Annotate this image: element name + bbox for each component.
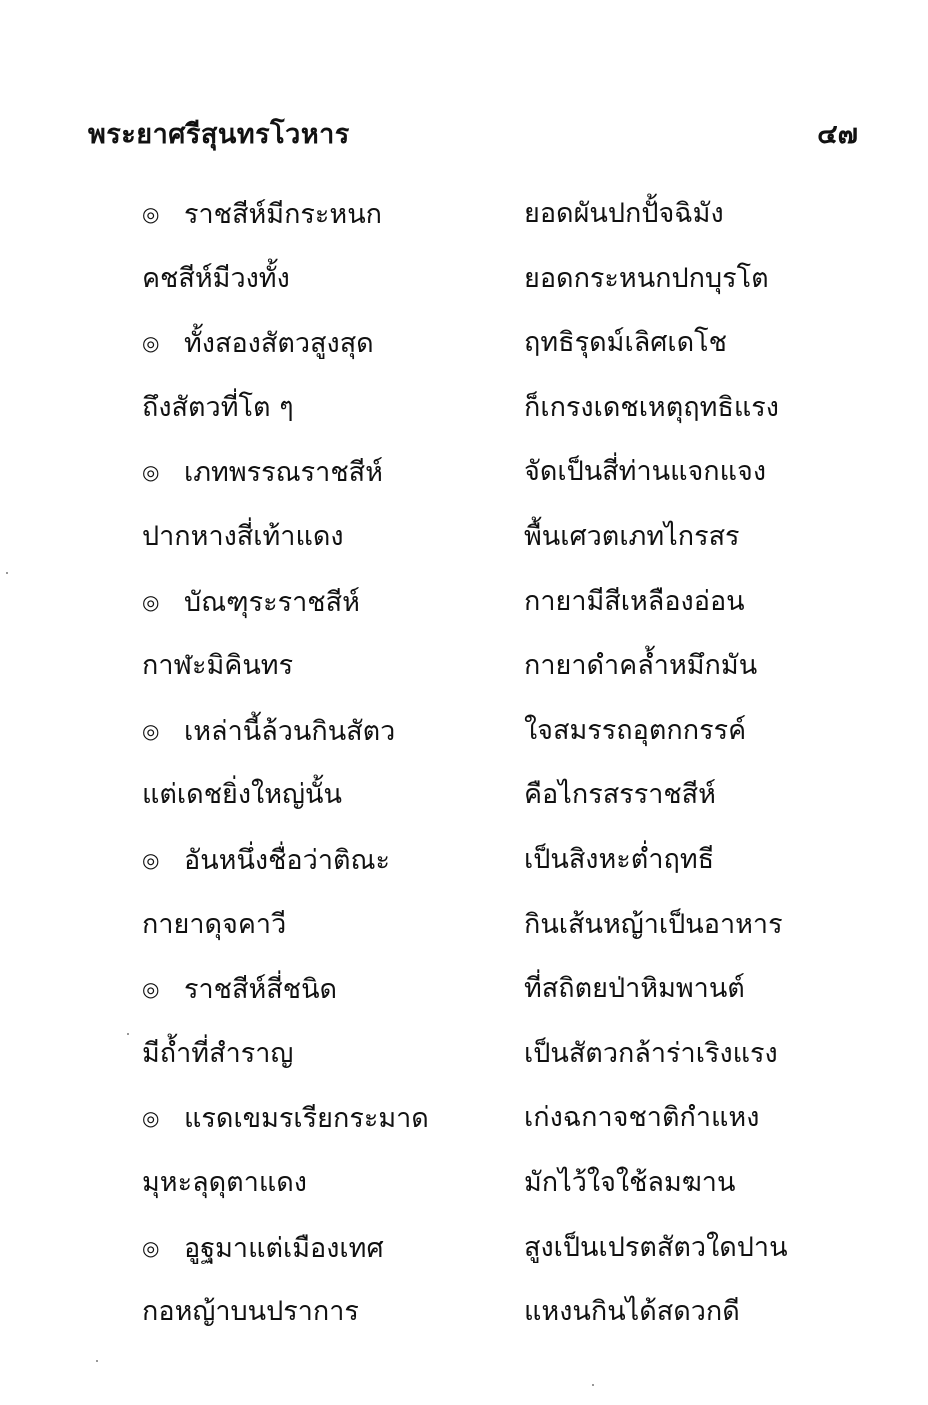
verse-left-line xyxy=(142,388,294,428)
page-title: พระยาศรีสุนทรโวหาร xyxy=(88,119,350,150)
verse-row xyxy=(142,832,842,897)
verse-right-line: กายาดำคล้ำหมึกมัน xyxy=(524,650,758,682)
verse-left-line xyxy=(142,775,342,815)
verse-left-text: กาฬะมิคินทร xyxy=(142,650,294,682)
verse-left-line xyxy=(142,1228,384,1269)
verse-row xyxy=(142,186,842,251)
verse-left-text: เหล่านี้ล้วนกินสัตว xyxy=(184,715,396,747)
verse-row xyxy=(142,897,842,962)
verse-right-line: เก่งฉกาจชาติกำแหง xyxy=(524,1102,760,1134)
verse-left-text: มีถ้ำที่สำราญ xyxy=(142,1037,294,1069)
verse-left-line xyxy=(142,840,390,881)
verse-left-line xyxy=(142,711,395,752)
stanza-marker-icon: ◎ xyxy=(142,1106,160,1131)
scan-speck xyxy=(592,1384,594,1386)
verse-right-line: กินเส้นหญ้าเป็นอาหาร xyxy=(524,908,783,940)
stanza-marker-icon: ◎ xyxy=(142,331,160,356)
verse-right-line: คือไกรสรราชสีห์ xyxy=(524,779,716,811)
verse-right-line: พื้นเศวตเภทไกรสร xyxy=(524,520,740,552)
verse-left-line xyxy=(142,452,383,493)
verse-row xyxy=(142,703,842,768)
verse-left-text: แต่เดชยิ่งใหญ่นั้น xyxy=(142,779,342,811)
scan-speck xyxy=(127,1033,129,1035)
stanza-marker-icon: ◎ xyxy=(142,977,160,1002)
verse-left-line xyxy=(142,1292,359,1332)
scan-speck xyxy=(6,572,8,574)
verse-left-text: อันหนึ่งชื่อว่าติณะ xyxy=(184,844,391,876)
stanza-marker-icon: ◎ xyxy=(142,589,160,614)
verse-right-line: แหงนกินได้สดวกดี xyxy=(524,1296,740,1328)
verse-row xyxy=(142,1155,842,1220)
verse-row xyxy=(142,1284,842,1349)
verse-right-line: เป็นสัตวกล้าร่าเริงแรง xyxy=(524,1037,778,1069)
verse-right-line: เป็นสิงหะต่ำฤทธี xyxy=(524,843,715,875)
verse-left-text: คชสีห์มีวงทั้ง xyxy=(142,262,290,294)
verse-left-text: ทั้งสองสัตวสูงสุด xyxy=(184,328,374,360)
page-number: ๔๗ xyxy=(817,119,858,150)
verse-row xyxy=(142,315,842,380)
verse-right-line: กายามีสีเหลืองอ่อน xyxy=(524,585,745,617)
verse-left-line xyxy=(142,517,344,557)
verse-right-line: ฤทธิรุดม์เลิศเดโช xyxy=(524,327,727,359)
verse-left-text: กอหญ้าบนปราการ xyxy=(142,1296,359,1328)
verse-row xyxy=(142,251,842,316)
scan-speck xyxy=(96,1360,98,1362)
verse-row xyxy=(142,444,842,509)
verse-left-text: แรดเขมรเรียกระมาด xyxy=(184,1103,429,1135)
stanza-marker-icon: ◎ xyxy=(142,202,160,226)
verse-left-line xyxy=(142,259,290,299)
verse-left-text: กายาดุจคาวี xyxy=(142,908,287,940)
verse-left-text: ราชสีห์สี่ชนิด xyxy=(184,974,338,1006)
stanza-marker-icon: ◎ xyxy=(142,460,160,485)
verse-left-text: ปากหางสี่เท้าแดง xyxy=(142,520,344,552)
verse-right-line: ที่สถิตยป่าหิมพานต์ xyxy=(524,973,745,1005)
verse-left-text: ราชสีห์มีกระหนก xyxy=(184,199,383,230)
verse-right-line: จัดเป็นสี่ท่านแจกแจง xyxy=(524,456,767,488)
verse-left-text: บัณฑุระราชสีห์ xyxy=(184,586,360,618)
verse-row xyxy=(142,380,842,445)
verse-left-line xyxy=(142,194,382,235)
verse-row xyxy=(142,767,842,832)
verse-left-line xyxy=(142,969,337,1010)
verse-left-line xyxy=(142,905,286,945)
verse-row xyxy=(142,574,842,639)
verse-left-line xyxy=(142,1098,429,1139)
verse-right-line: ยอดกระหนกปกบุรโต xyxy=(524,262,769,294)
verse-left-line xyxy=(142,646,293,686)
stanza-marker-icon: ◎ xyxy=(142,718,160,743)
verse-left-line xyxy=(142,1034,293,1074)
verse-right-line: ยอดผันปกปั้จฉิมัง xyxy=(524,198,724,229)
stanza-marker-icon: ◎ xyxy=(142,847,160,872)
verse-right-line: มักไว้ใจใช้ลมฆาน xyxy=(524,1166,736,1198)
verse-left-text: อูฐมาแต่เมืองเทศ xyxy=(184,1232,384,1264)
verse-row xyxy=(142,509,842,574)
verse-row xyxy=(142,638,842,703)
verse-list xyxy=(142,186,842,1349)
verse-row xyxy=(142,1090,842,1155)
verse-left-line xyxy=(142,323,374,364)
verse-right-line: ก็เกรงเดชเหตุฤทธิแรง xyxy=(524,391,779,423)
verse-row xyxy=(142,961,842,1026)
verse-left-line xyxy=(142,582,360,623)
verse-left-line xyxy=(142,1163,307,1203)
stanza-marker-icon: ◎ xyxy=(142,1235,160,1260)
verse-right-line: สูงเป็นเปรตสัตวใดปาน xyxy=(524,1231,788,1263)
verse-left-text: มุหะลุดุตาแดง xyxy=(142,1166,307,1198)
verse-row xyxy=(142,1026,842,1091)
verse-left-text: ถึงสัตวที่โต ๆ xyxy=(142,391,294,423)
page-header xyxy=(88,112,858,158)
verse-row xyxy=(142,1220,842,1285)
verse-right-line: ใจสมรรถอุตกกรรค์ xyxy=(524,714,747,746)
verse-left-text: เภทพรรณราชสีห์ xyxy=(184,457,383,489)
